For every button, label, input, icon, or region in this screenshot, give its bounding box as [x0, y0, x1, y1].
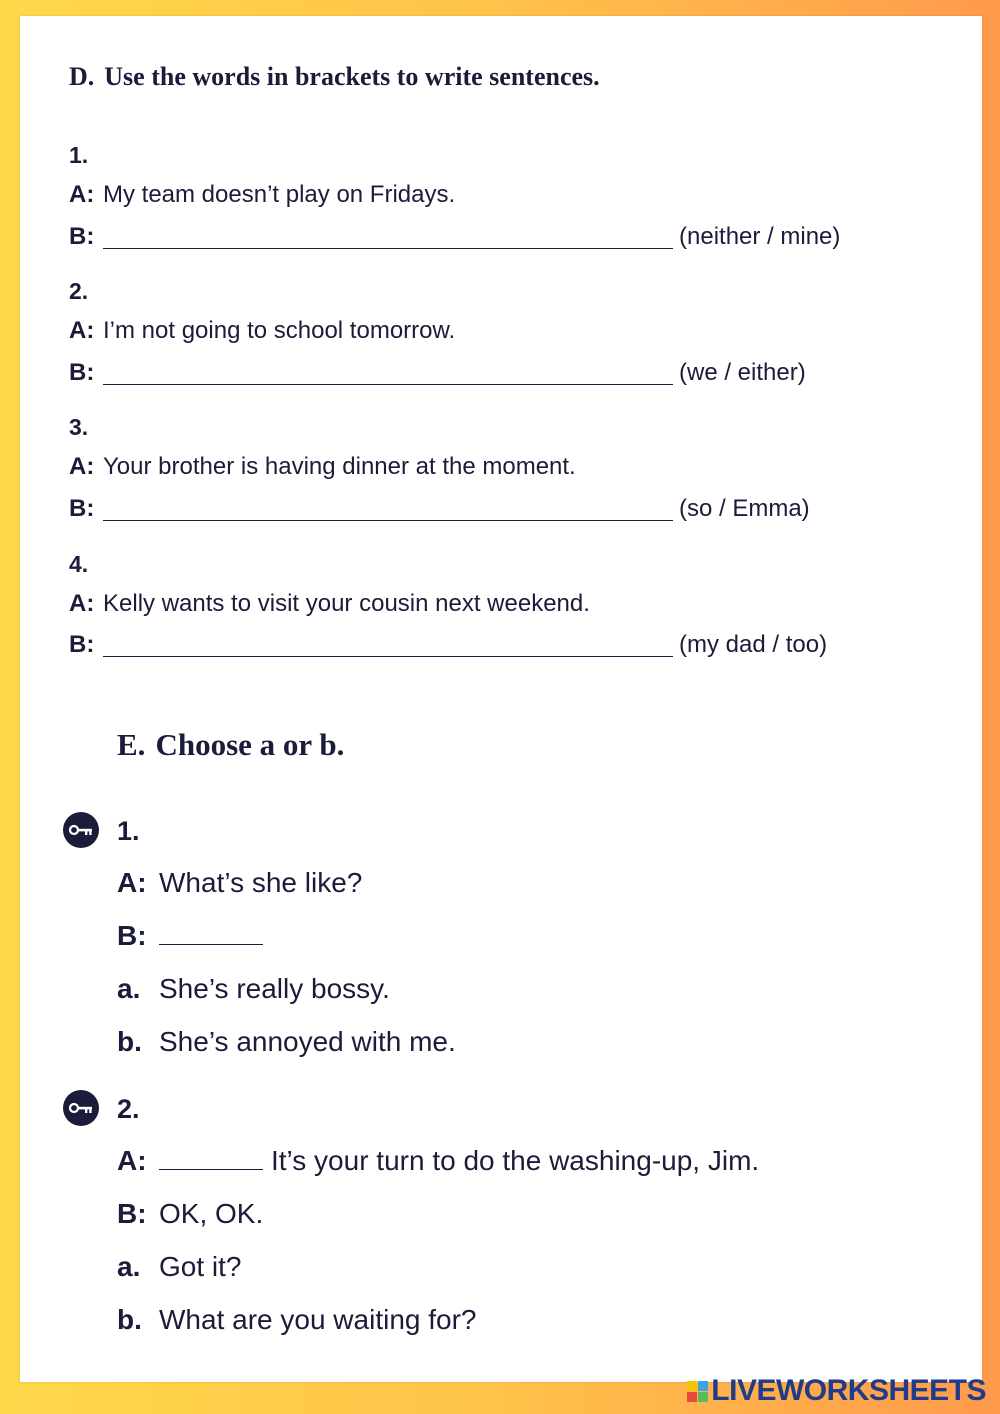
e-item-2-option-b[interactable]: b. What are you waiting for?	[117, 1304, 477, 1335]
e-item-1-number: 1.	[117, 816, 140, 846]
brand-name: LIVEWORKSHEETS	[711, 1374, 986, 1407]
d-item-4-number: 4.	[69, 551, 89, 577]
d-item-3-number: 3.	[69, 414, 89, 440]
key-icon[interactable]	[63, 812, 99, 848]
key-icon[interactable]	[63, 1090, 99, 1126]
d-item-4-line-a: A: Kelly wants to visit your cousin next weekend.	[69, 590, 590, 617]
e-item-2-number: 2.	[117, 1094, 140, 1124]
d-item-4-answer-blank[interactable]	[103, 632, 673, 657]
liveworksheets-logo[interactable]	[687, 1374, 986, 1408]
d-item-4-line-b: B:	[69, 631, 95, 658]
d-item-2-line-a: A: I’m not going to school tomorrow.	[69, 317, 456, 344]
e-item-2-line-a: A: It’s your turn to do the washing-up, Jim.	[117, 1145, 760, 1176]
section-e-letter: E.	[117, 727, 146, 762]
e-item-2-answer-blank[interactable]	[159, 1147, 263, 1170]
d-item-4-hint: (my dad / too)	[679, 631, 828, 658]
d-item-3-line-a: A: Your brother is having dinner at the moment.	[69, 453, 576, 480]
e-item-2-option-a[interactable]: a. Got it?	[117, 1251, 242, 1282]
d-item-2-number: 2.	[69, 278, 89, 304]
d-item-2-line-b: B:	[69, 359, 95, 386]
d-item-1-number: 1.	[69, 142, 89, 168]
e-item-1-answer-blank[interactable]	[159, 922, 263, 945]
worksheet-page	[20, 16, 982, 1382]
section-d-title: Use the words in brackets to write sentences.	[104, 62, 600, 91]
e-item-2-line-b: B: OK, OK.	[117, 1198, 264, 1229]
d-item-3-hint: (so / Emma)	[679, 495, 810, 522]
d-item-1-answer-blank[interactable]	[103, 224, 673, 249]
d-item-1-hint: (neither / mine)	[679, 223, 841, 250]
e-item-1-option-a[interactable]: a. She’s really bossy.	[117, 973, 390, 1004]
d-item-3-line-b: B:	[69, 495, 95, 522]
section-d-heading	[69, 62, 600, 92]
section-e-heading	[117, 727, 344, 763]
e-item-1-line-a: A: What’s she like?	[117, 867, 363, 898]
section-e-title: Choose a or b.	[155, 727, 345, 762]
d-item-2-answer-blank[interactable]	[103, 360, 673, 385]
d-item-2-hint: (we / either)	[679, 359, 806, 386]
d-item-1-line-a: A: My team doesn’t play on Fridays.	[69, 181, 456, 208]
e-item-1-option-b[interactable]: b. She’s annoyed with me.	[117, 1026, 456, 1057]
d-item-1-line-b: B:	[69, 223, 95, 250]
section-d-letter: D.	[69, 62, 95, 91]
liveworksheets-logo-icon	[687, 1381, 708, 1402]
e-item-1-line-b: B:	[117, 920, 271, 952]
d-item-3-answer-blank[interactable]	[103, 496, 673, 521]
